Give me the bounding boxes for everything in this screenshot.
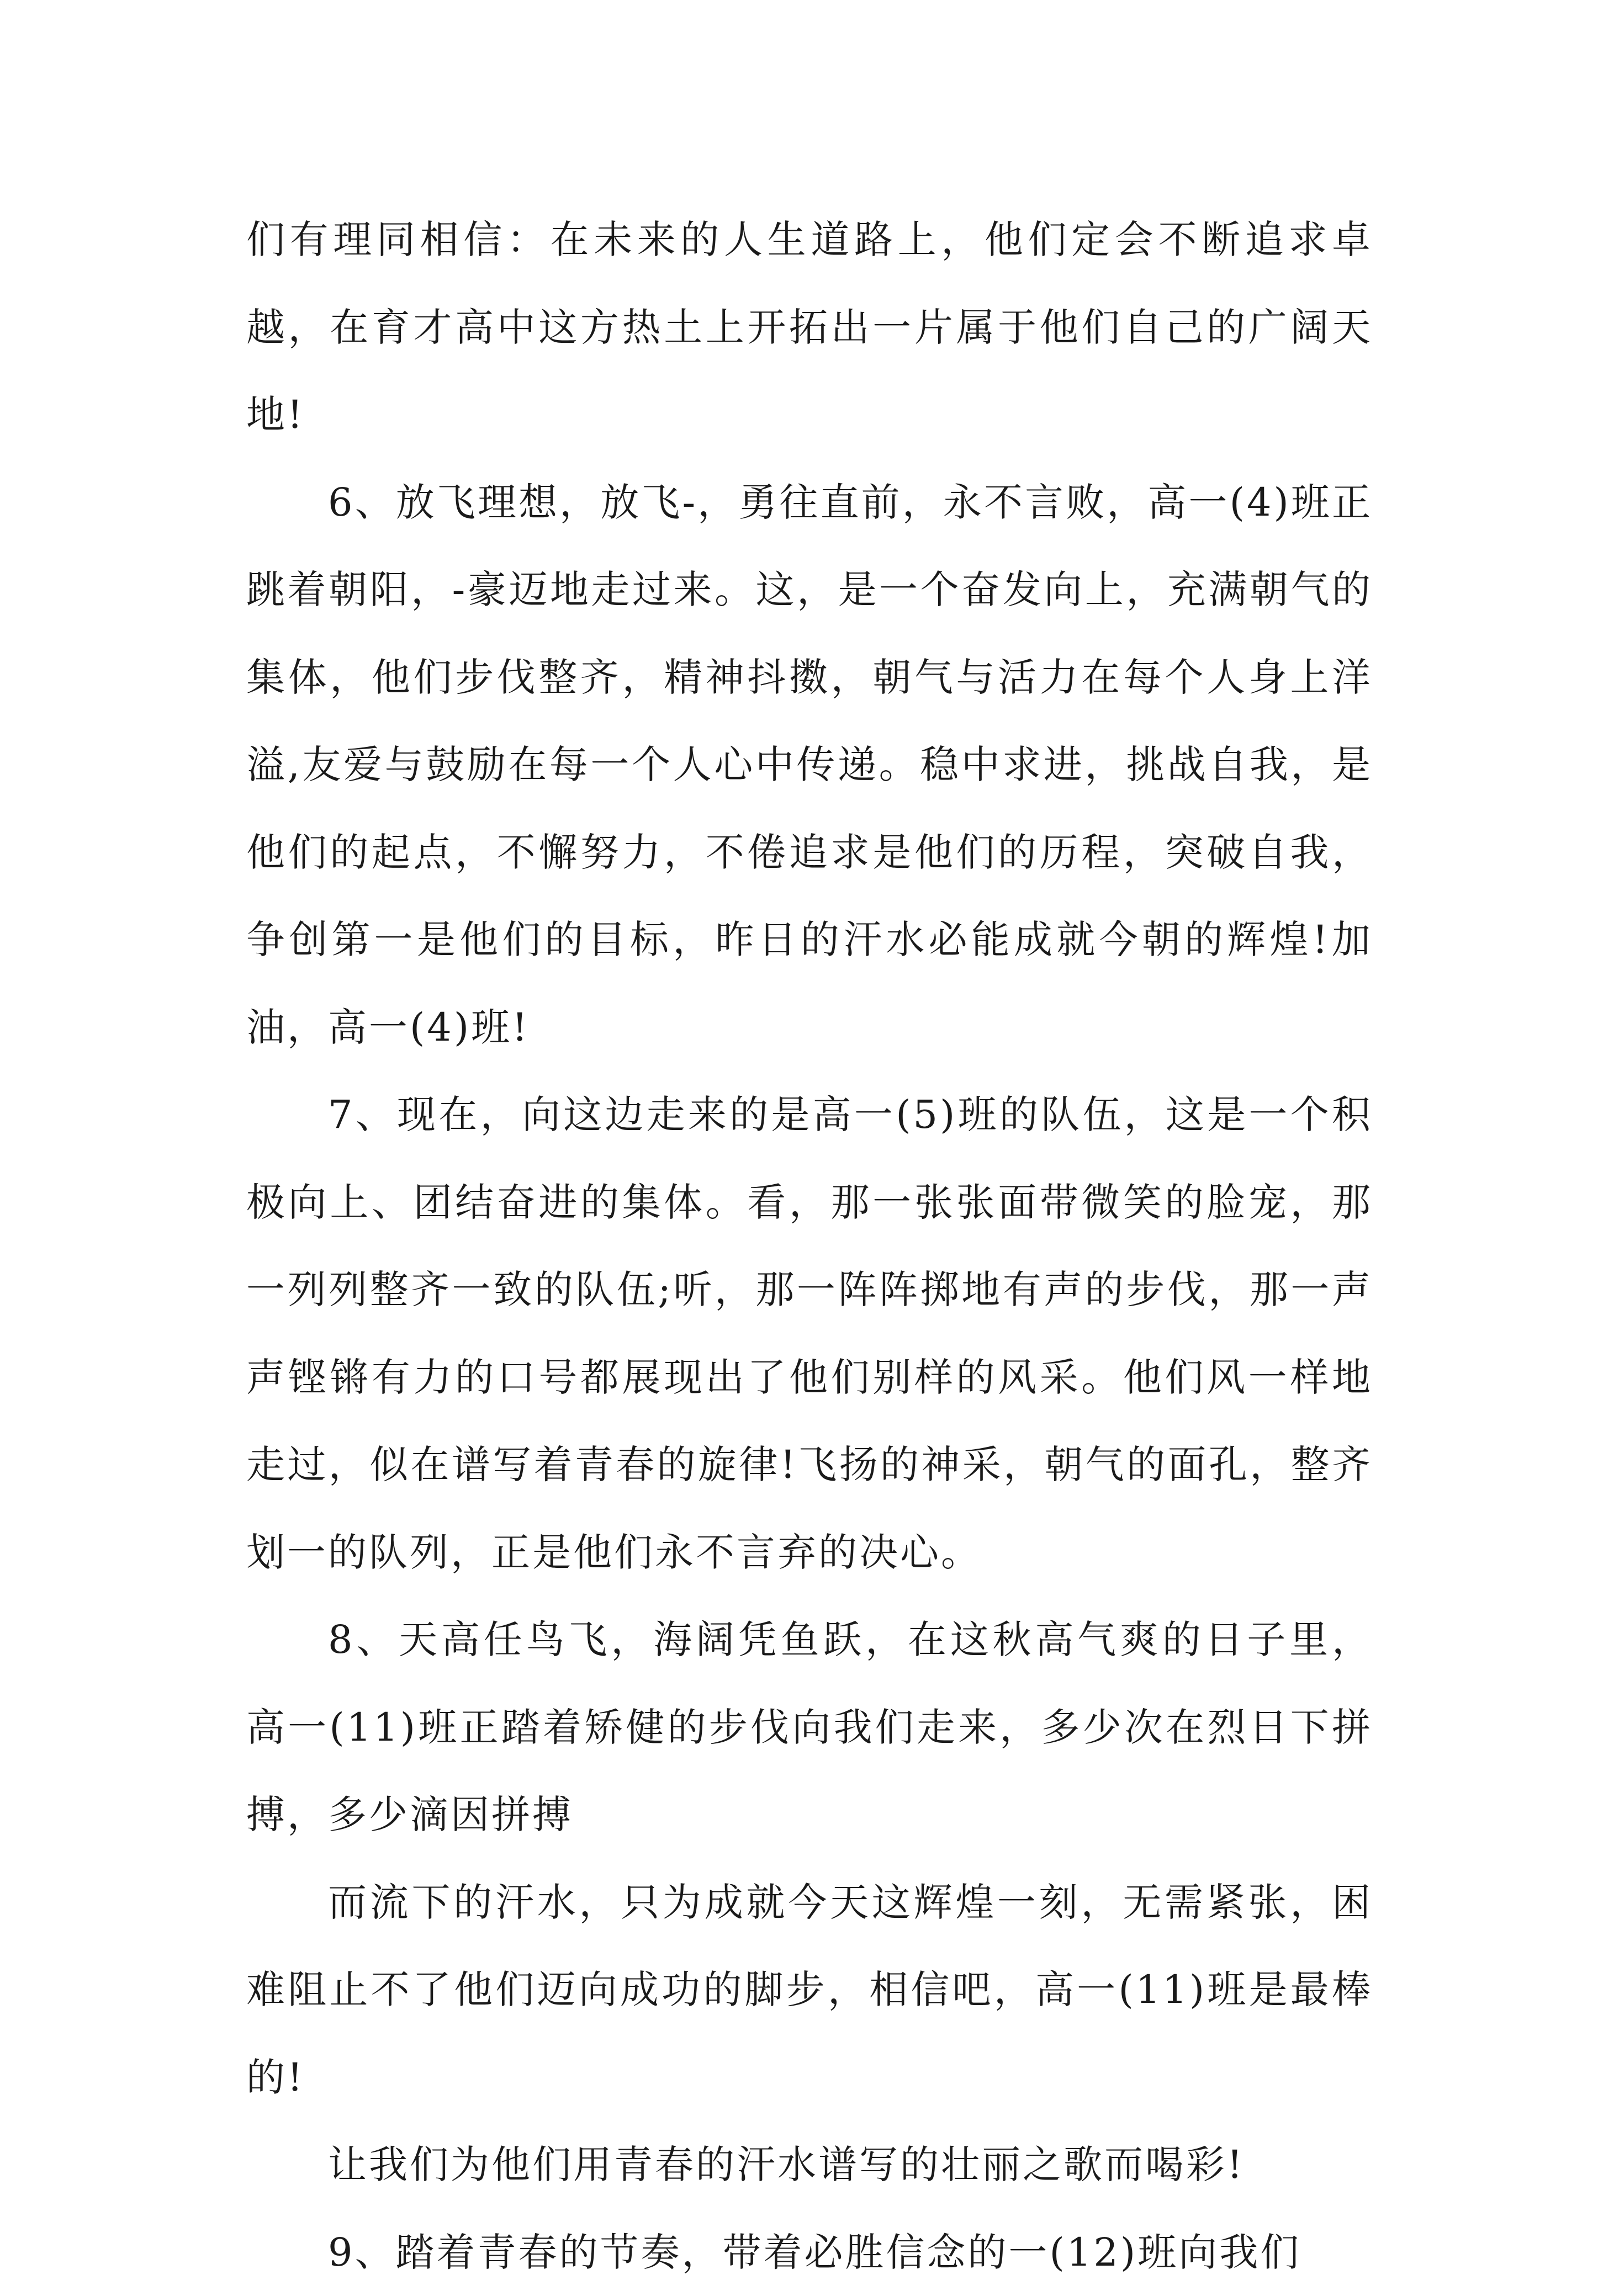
paragraph-item-9: 9、踏着青春的节奏，带着必胜信念的一(12)班向我们	[246, 2209, 1373, 2296]
paragraph-item-6: 6、放飞理想，放飞-，勇往直前，永不言败，高一(4)班正跳着朝阳，-豪迈地走过来。这，是一个奋发向上，充满朝气的集体，他们步伐整齐，精神抖擞，朝气与活力在每个人身上洋溢,友爱与鼓励在每一个人心中传递。稳中求进，挑战自我，是他们的起点，不懈努力，不倦追求是他们的历程，突破自我，争创第一是他们的目标，昨日的汗水必能成就今朝的辉煌!加油，高一(4)班!	[246, 459, 1373, 1072]
body-text	[246, 196, 1373, 2296]
paragraph-item-8: 8、天高任鸟飞，海阔凭鱼跃，在这秋高气爽的日子里，高一(11)班正踏着矫健的步伐向我们走来，多少次在烈日下拼搏，多少滴因拼搏	[246, 1596, 1373, 1859]
paragraph-cheer: 让我们为他们用青春的汗水谱写的壮丽之歌而喝彩!	[246, 2121, 1373, 2209]
paragraph-continuation: 们有理同相信：在未来的人生道路上，他们定会不断追求卓越，在育才高中这方热土上开拓出一片属于他们自己的广阔天地!	[246, 196, 1373, 459]
paragraph-item-7: 7、现在，向这边走来的是高一(5)班的队伍，这是一个积极向上、团结奋进的集体。看，那一张张面带微笑的脸宠，那一列列整齐一致的队伍;听，那一阵阵掷地有声的步伐，那一声声铿锵有力的口号都展现出了他们别样的风采。他们风一样地走过，似在谱写着青春的旋律!飞扬的神采，朝气的面孔，整齐划一的队列，正是他们永不言弃的决心。	[246, 1071, 1373, 1596]
paragraph-item-8-continued: 而流下的汗水，只为成就今天这辉煌一刻，无需紧张，困难阻止不了他们迈向成功的脚步，相信吧，高一(11)班是最棒的!	[246, 1859, 1373, 2122]
